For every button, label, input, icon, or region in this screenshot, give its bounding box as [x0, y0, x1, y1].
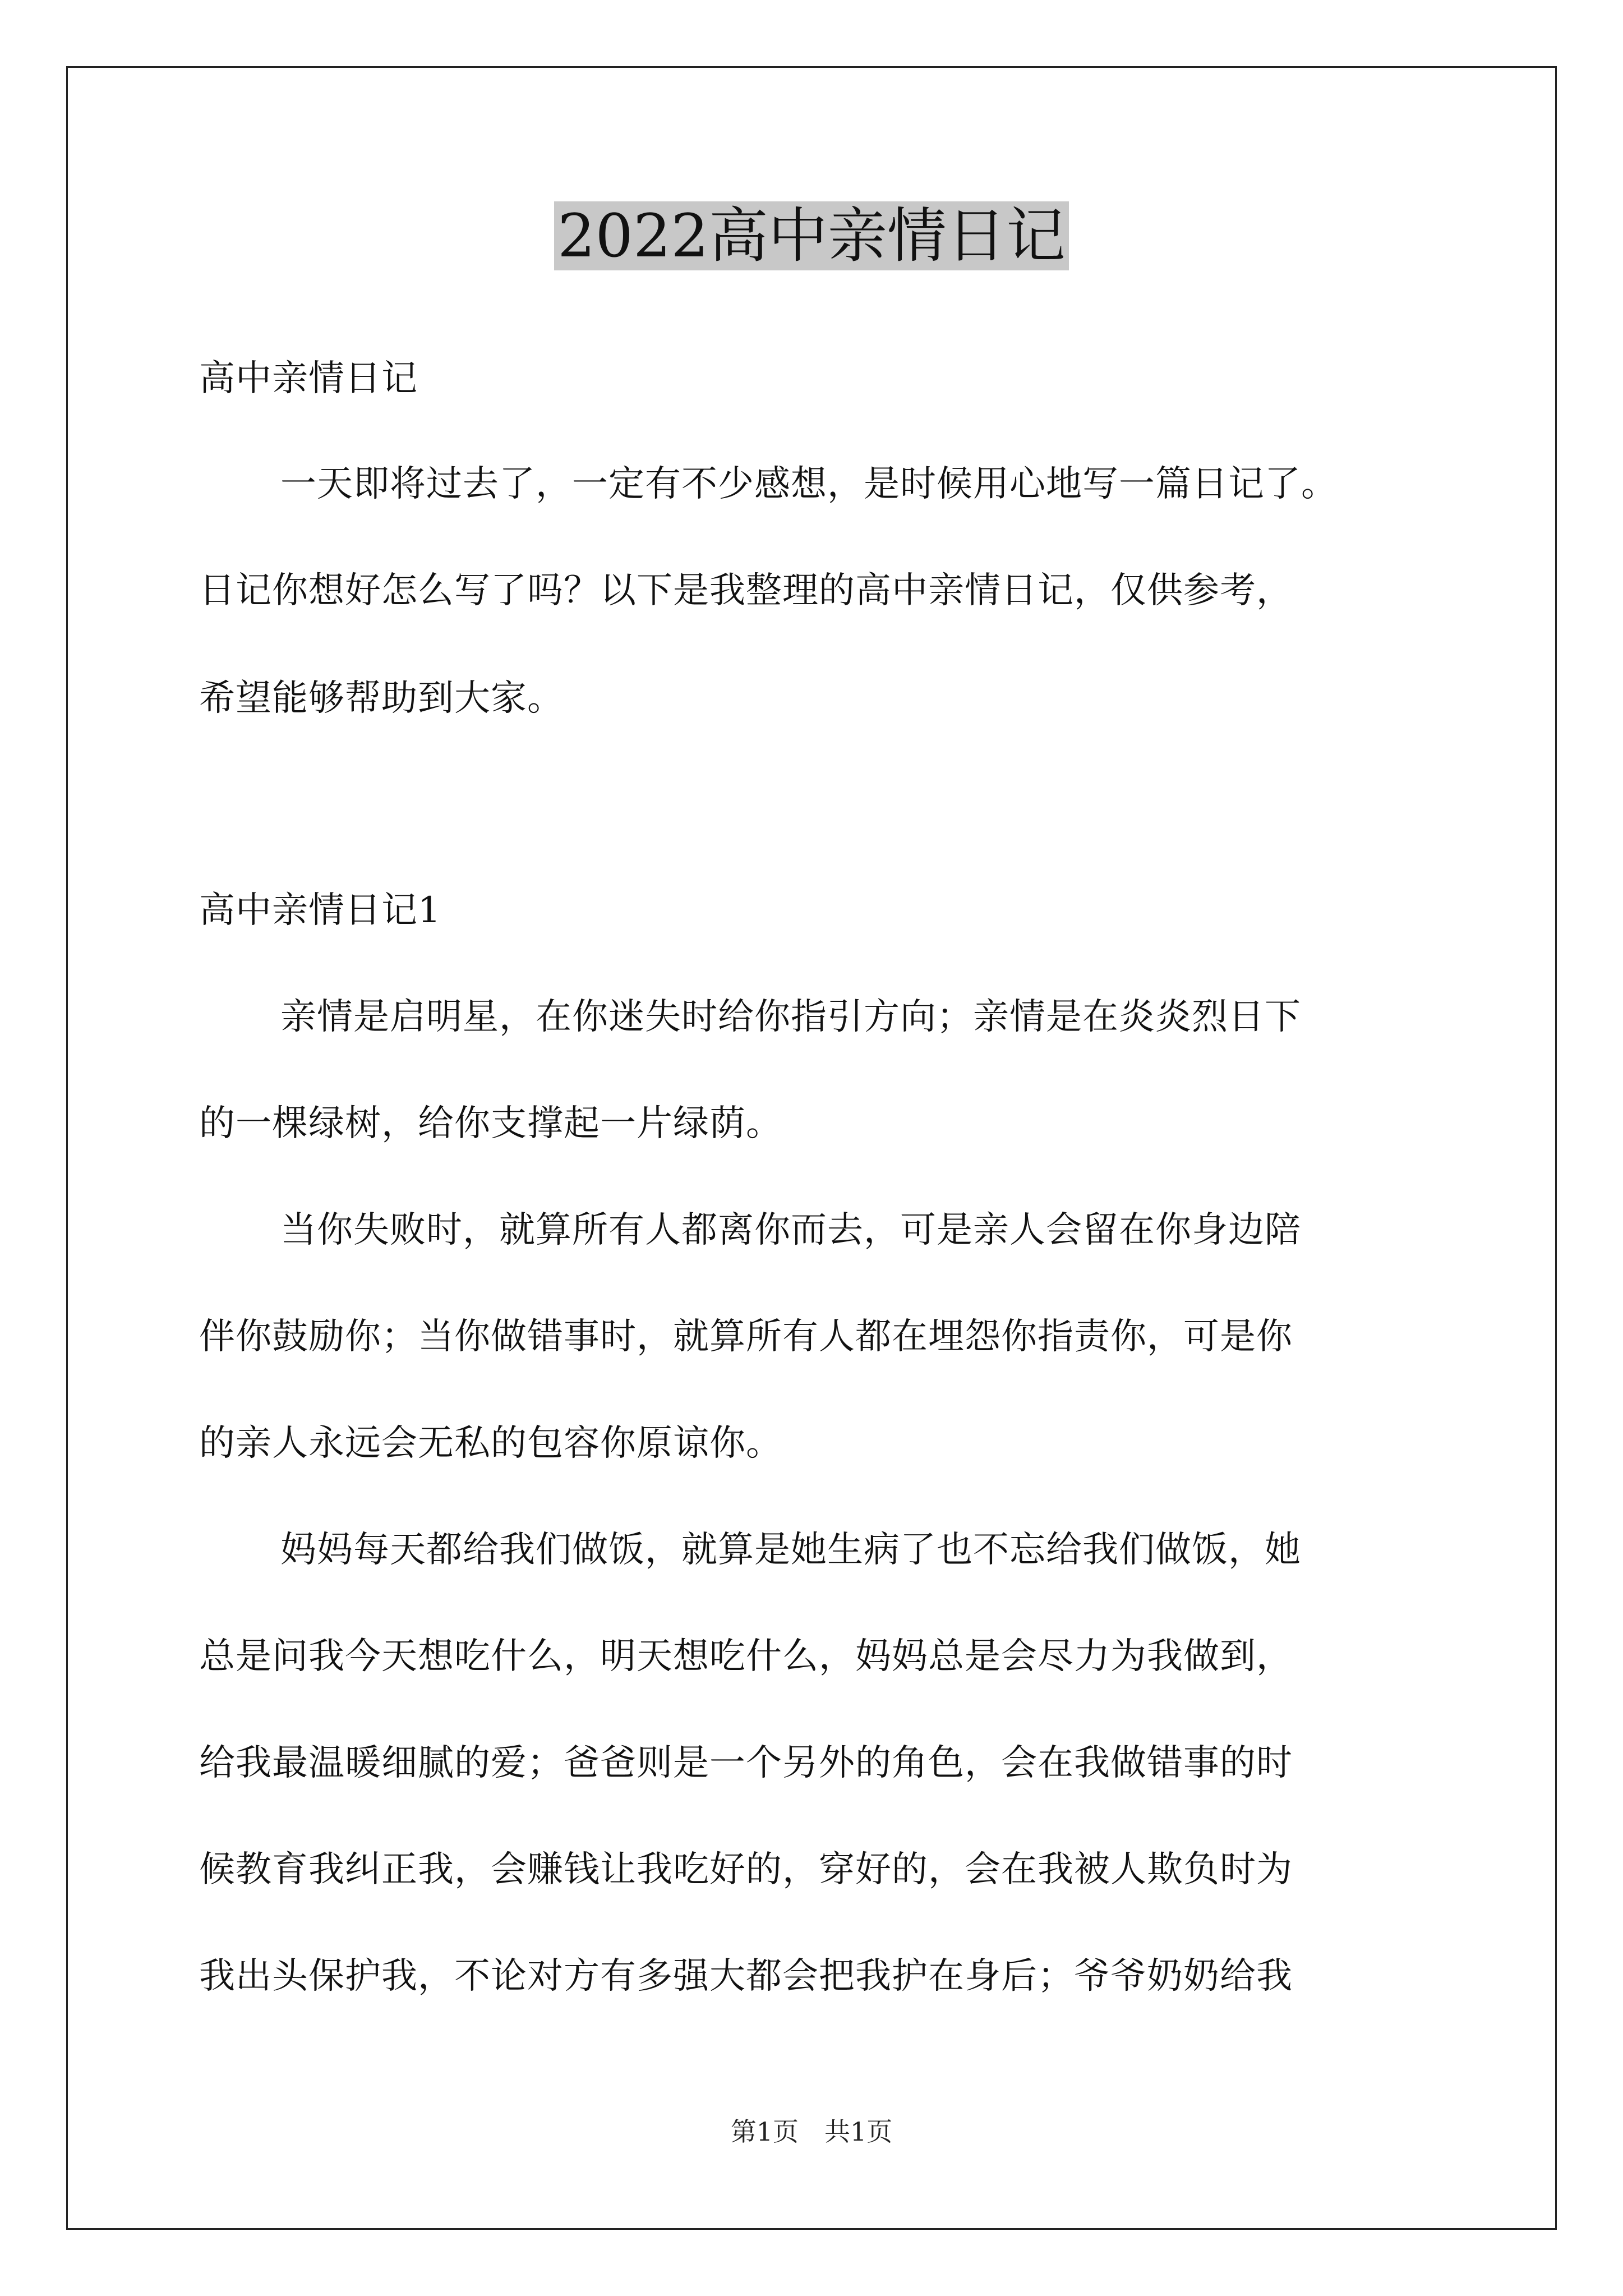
text-line: 伴你鼓励你；当你做错事时，就算所有人都在埋怨你指责你，可是你 — [199, 1316, 1293, 1358]
section-heading: 高中亲情日记1 — [199, 890, 441, 931]
text-line: 日记你想好怎么写了吗？以下是我整理的高中亲情日记，仅供参考， — [199, 570, 1293, 611]
text-line: 的一棵绿树，给你支撑起一片绿荫。 — [199, 1103, 782, 1144]
text-line: 当你失败时，就算所有人都离你而去，可是亲人会留在你身边陪 — [280, 1209, 1301, 1251]
page-number-footer: 第1页 共1页 — [730, 2116, 893, 2147]
subtitle-line: 高中亲情日记 — [199, 358, 418, 399]
text-line: 一天即将过去了，一定有不少感想，是时候用心地写一篇日记了。 — [280, 463, 1338, 505]
text-line: 候教育我纠正我，会赚钱让我吃好的，穿好的，会在我被人欺负时为 — [199, 1849, 1293, 1890]
text-line: 总是问我今天想吃什么，明天想吃什么，妈妈总是会尽力为我做到， — [199, 1636, 1293, 1677]
text-line: 希望能够帮助到大家。 — [199, 678, 564, 719]
document-title-text: 2022高中亲情日记 — [554, 201, 1069, 270]
text-line: 的亲人永远会无私的包容你原谅你。 — [199, 1423, 782, 1464]
text-line: 亲情是启明星，在你迷失时给你指引方向；亲情是在炎炎烈日下 — [280, 996, 1301, 1038]
text-line: 我出头保护我，不论对方有多强大都会把我护在身后；爷爷奶奶给我 — [199, 1955, 1293, 1997]
text-line: 给我最温暖细腻的爱；爸爸则是一个另外的角色，会在我做错事的时 — [199, 1742, 1293, 1784]
text-line: 妈妈每天都给我们做饭，就算是她生病了也不忘给我们做饭，她 — [280, 1529, 1301, 1571]
document-title — [0, 199, 1623, 273]
